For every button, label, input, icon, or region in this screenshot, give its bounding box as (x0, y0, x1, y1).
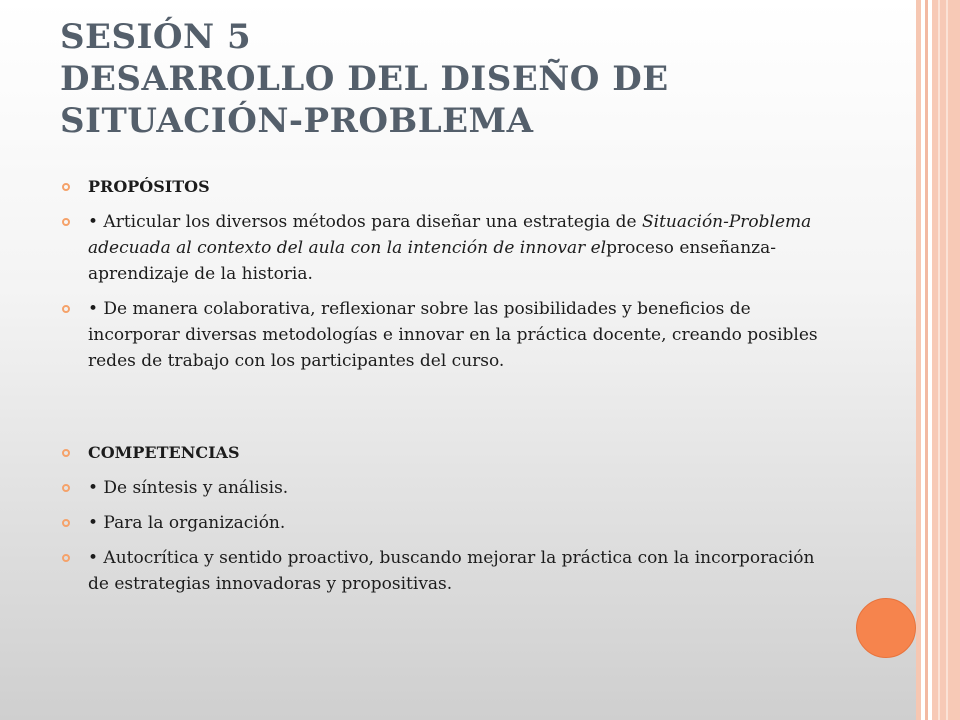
proposito-1-text-a: • Articular los diversos métodos para diseñar una estrategia de (88, 212, 642, 232)
competencia-2-text: • Para la organización. (88, 513, 286, 533)
proposito-1-text-italic: Situación-Problema adecuada al contexto del aula con la intención de innovar el (88, 212, 812, 258)
decorative-stripe (938, 0, 940, 720)
competencia-1-text: • De síntesis y análisis. (88, 478, 289, 498)
title-line-3: SITUACIÓN-PROBLEMA (60, 101, 534, 141)
competencia-3-text: • Autocrítica y sentido proactivo, buscando mejorar la práctica con la incorporación de estrategias innovadoras y propositivas. (88, 548, 815, 594)
competencia-item-2 (58, 510, 838, 536)
bullet-icon (62, 449, 70, 457)
bullet-icon (62, 519, 70, 527)
bullet-icon (62, 554, 70, 562)
slide-title (60, 16, 900, 142)
propositos-heading-item (58, 174, 838, 200)
propositos-heading: PROPÓSITOS (88, 177, 210, 196)
proposito-2-text: • De manera colaborativa, reflexionar sobre las posibilidades y beneficios de incorporar diversas metodologías e innovar en la práctica docente, creando posibles redes de trabajo con los participantes del curso. (88, 299, 818, 371)
title-line-1: SESIÓN 5 (60, 17, 252, 57)
decorative-circle (856, 598, 916, 658)
competencias-heading-item (58, 440, 838, 466)
proposito-item-2 (58, 296, 838, 374)
bullet-icon (62, 218, 70, 226)
bullet-icon (62, 305, 70, 313)
bullet-icon (62, 484, 70, 492)
decorative-stripe (946, 0, 948, 720)
title-line-2: DESARROLLO DEL DISEÑO DE (60, 59, 669, 99)
slide-content (58, 174, 838, 597)
competencia-item-3 (58, 545, 838, 597)
bullet-icon (62, 183, 70, 191)
competencia-item-1 (58, 475, 838, 501)
proposito-item-1 (58, 209, 838, 287)
proposito-1-text-b: proceso enseñanza-aprendizaje de la historia. (88, 238, 776, 284)
competencias-heading: COMPETENCIAS (88, 443, 240, 462)
